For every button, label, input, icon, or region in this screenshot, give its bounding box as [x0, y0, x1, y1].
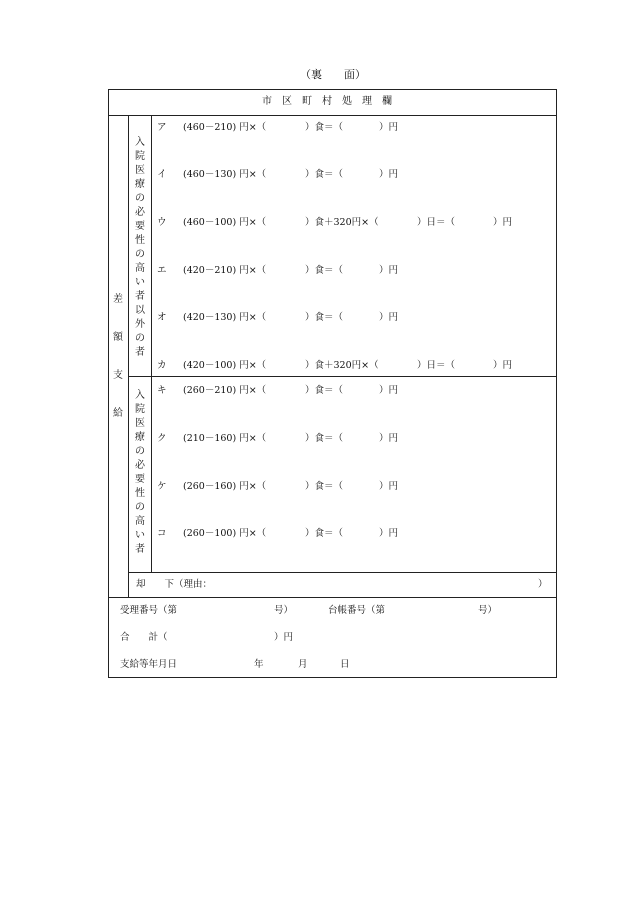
group2-label: 入 院 医 療 の 必 要 性 の 高 い 者	[135, 390, 145, 555]
outer-label: 差 額 支 給	[113, 294, 123, 419]
group-label-divider	[151, 115, 152, 572]
rejection-close: ）	[538, 579, 548, 590]
ledger-number-label: 台帳番号（第	[328, 605, 386, 616]
group-divider	[128, 376, 557, 377]
total-end: ）円	[274, 632, 294, 643]
payment-date-label: 支給等年月日	[120, 659, 178, 670]
receipt-number-end: 号）	[274, 605, 294, 616]
ledger-number-end: 号）	[478, 605, 498, 616]
payment-day: 日	[340, 659, 350, 670]
rejection-bottom-divider	[108, 597, 557, 598]
rejection-top-divider	[128, 572, 557, 573]
page-title: （裏 面）	[300, 68, 366, 81]
payment-year: 年	[254, 659, 264, 670]
group1-label: 入 院 医 療 の 必 要 性 の 高 い 者 以 外 の 者	[135, 137, 145, 358]
rejection-label: 却 下（理由：	[136, 579, 213, 590]
section-header: 市 区 町 村 処 理 欄	[262, 96, 392, 107]
header-divider	[108, 115, 557, 116]
receipt-number-label: 受理番号（第	[120, 605, 178, 616]
payment-month: 月	[298, 659, 308, 670]
total-label: 合 計（	[120, 632, 168, 643]
outer-label-divider	[128, 115, 129, 597]
